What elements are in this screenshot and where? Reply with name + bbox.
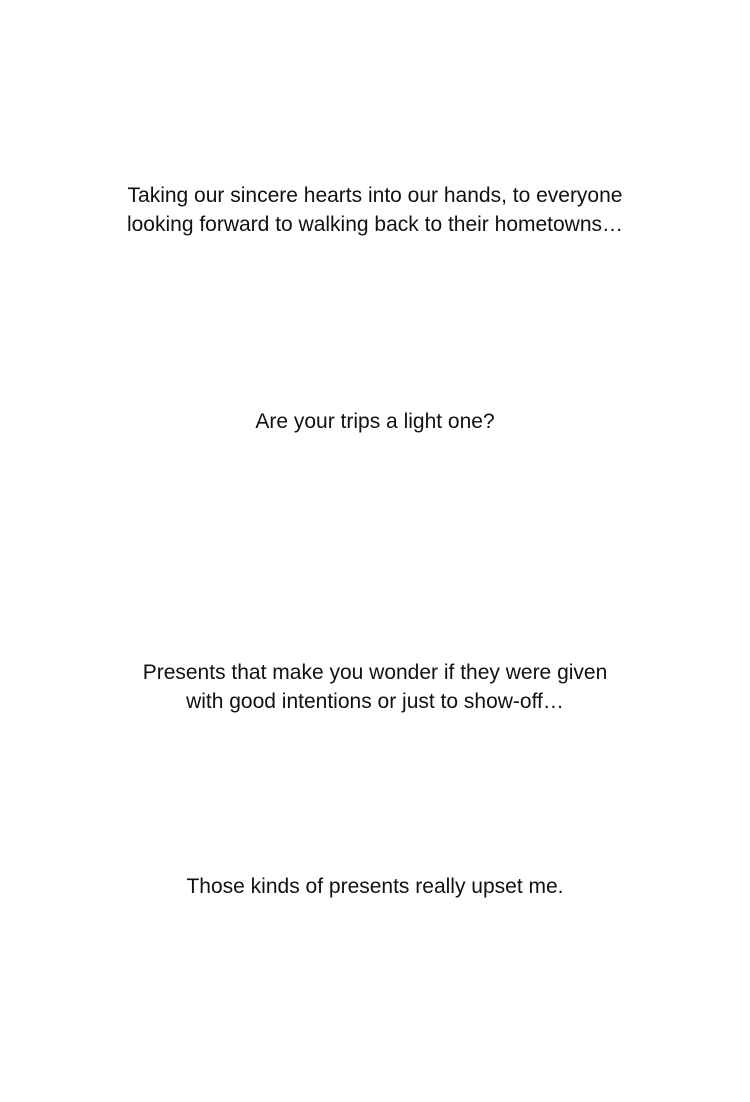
caption-trips [0,407,750,436]
caption-presents-intentions [0,658,750,716]
caption-hometowns [0,181,750,239]
caption-line: with good intentions or just to show-off… [186,690,564,713]
caption-line: Taking our sincere hearts into our hands, to everyone [127,184,623,207]
caption-presents-upset [0,872,750,901]
caption-line: Are your trips a light one? [255,410,495,433]
caption-line: looking forward to walking back to their hometowns… [126,213,624,236]
caption-line: Those kinds of presents really upset me. [186,875,564,898]
caption-line: Presents that make you wonder if they were given [142,661,608,684]
